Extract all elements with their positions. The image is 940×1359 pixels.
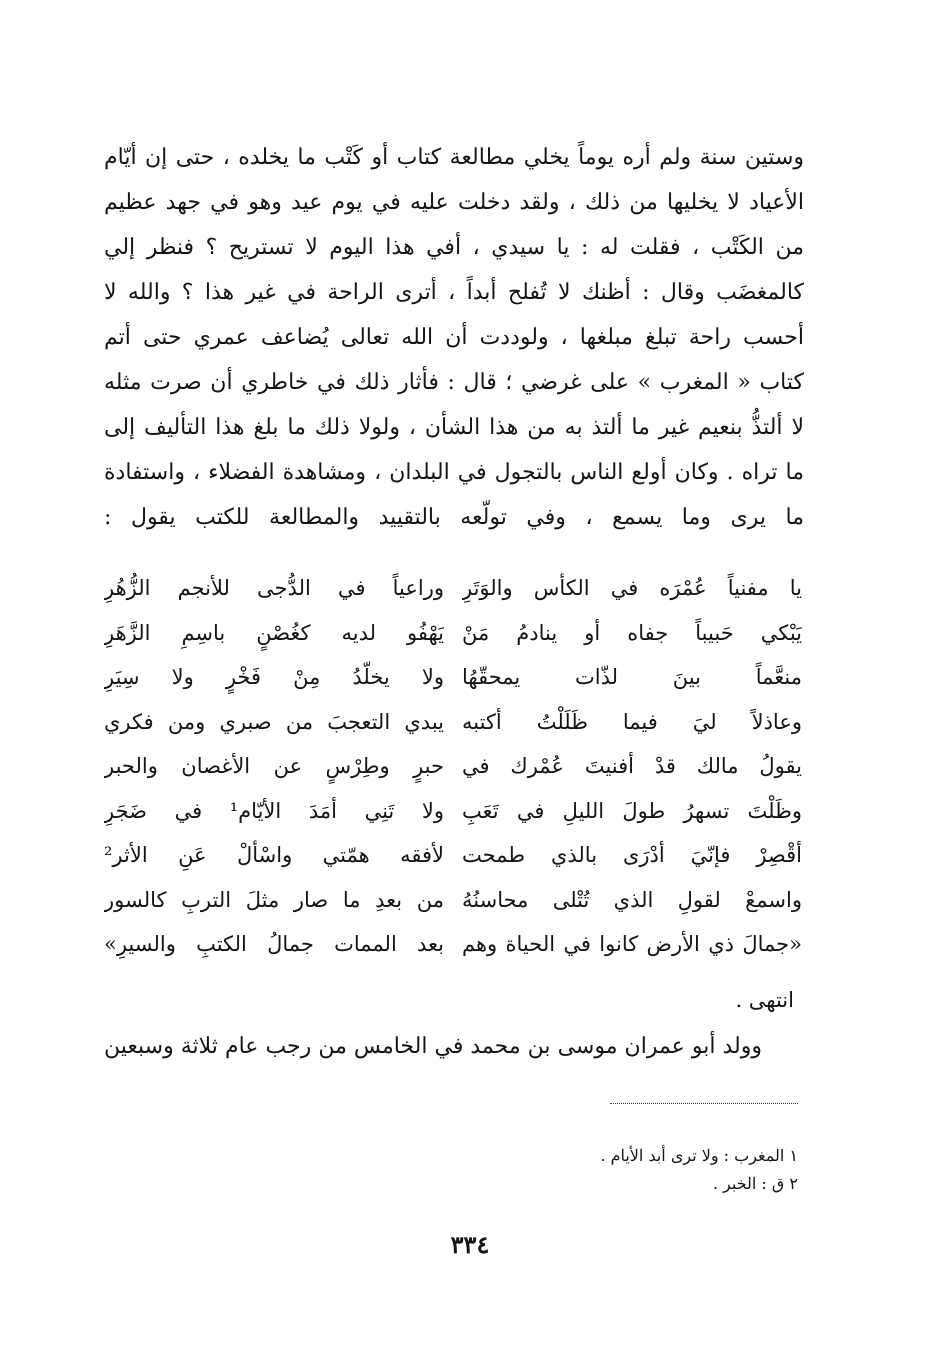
verse-first-hemistich: واسمعْ لقولِ الذي تُتْلى محاسنُهُ (462, 887, 802, 912)
prose-line: من الكَتْب ، فقلت له : يا سيدي ، أفي هذا اليوم لا تستريح ؟ فنظر إلي (104, 235, 804, 260)
verse-second-hemistich: يبدي التعجبَ من صبري ومن فكري (104, 709, 444, 734)
poem-ending-note: انتهى . (735, 988, 794, 1012)
verse-first-hemistich: وظَلْتَ تسهرُ طولَ الليلِ في تَعَبِ (462, 798, 802, 823)
prose-line: الأعياد لا يخليها من ذلك ، ولقد دخلت عليه في يوم عيد وهو في جهد عظيم (104, 190, 804, 215)
poem-first-hemistichs (462, 566, 802, 967)
prose-line: أحسب راحة تبلغ مبلغها ، ولوددت أن الله تعالى يُضاعف عمري حتى أتم (104, 325, 804, 350)
prose-line: كالمغضَب وقال : أظنك لا تُفلح أبداً ، أترى الراحة في غير هذا ؟ والله لا (104, 280, 804, 305)
prose-line: ما يرى وما يسمع ، وفي تولّعه بالتقييد والمطالعة للكتب يقول : (104, 505, 804, 530)
footnote-1: ١ المغرب : ولا ترى أبد الأيام . (600, 1146, 798, 1165)
prose-paragraph (104, 135, 804, 540)
prose-line: كتاب « المغرب » على غرضي ؛ قال : فأثار ذلك في خاطري أن صرت مثله (104, 370, 804, 395)
verse-first-hemistich: منعَّماً بينَ لذّات يمحقّهُا (462, 665, 802, 689)
verse-first-hemistich: يَبْكي حَبيباً جفاه أو ينادمُ مَنْ (462, 620, 802, 645)
prose-line: وستين سنة ولم أره يوماً يخلي مطالعة كتاب أو كَتْب ما يخلده ، حتى إن أيّام (104, 145, 804, 170)
verse-second-hemistich: ولا يخلّدُ مِنْ فَخْرٍ ولا سِيَرِ (104, 665, 444, 689)
verse-second-hemistich: حبرٍ وطِرْسٍ عن الأغصان والحبر (104, 754, 444, 778)
footnotes (500, 1142, 798, 1198)
verse-first-hemistich: «جمالَ ذي الأرض كانوا في الحياة وهم (462, 932, 802, 956)
closing-prose-line: وولد أبو عمران موسى بن محمد في الخامس من رجب عام ثلاثة وسبعين (104, 1034, 762, 1059)
verse-first-hemistich: يقولُ مالك قدْ أفنيتَ عُمْرك في (462, 754, 802, 778)
footnote-2: ٢ ق : الخبر . (712, 1174, 798, 1193)
page-number: ٣٣٤ (450, 1230, 490, 1259)
verse-first-hemistich: أقْصِرْ فإنّيَ أدْرَى بالذي طمحت (462, 843, 802, 867)
verse-second-hemistich: بعد الممات جمالُ الكتبِ والسيرِ» (104, 932, 444, 956)
verse-second-hemistich: لأفقه همّتي واسْألْ عَنِ الأثر² (104, 843, 444, 867)
verse-second-hemistich: من بعدِ ما صار مثلَ التربِ كالسور (104, 887, 444, 912)
footnote-separator (610, 1103, 798, 1104)
verse-first-hemistich: يا مفنياً عُمْرَه في الكأس والوَتَرِ (462, 576, 802, 600)
poem-second-hemistichs (104, 566, 444, 967)
prose-line: لا ألتذُّ بنعيم غير ما ألتذ به من هذا الشأن ، ولولا ذلك ما بلغ هذا التأليف إلى (104, 415, 804, 440)
verse-second-hemistich: ولا تَنِي أمَدَ الأيّام¹ في ضَجَرِ (104, 798, 444, 823)
prose-line: ما تراه . وكان أولع الناس بالتجول في البلدان ، ومشاهدة الفضلاء ، واستفادة (104, 460, 804, 485)
verse-second-hemistich: وراعياً في الدُّجى للأنجم الزُّهُرِ (104, 576, 444, 600)
verse-first-hemistich: وعاذلاً ليَ فيما ظَلَلْتُ أكتبه (462, 709, 802, 734)
verse-second-hemistich: يَهْفُو لديه كغُصْنٍ باسِمِ الزَّهَرِ (104, 620, 444, 645)
